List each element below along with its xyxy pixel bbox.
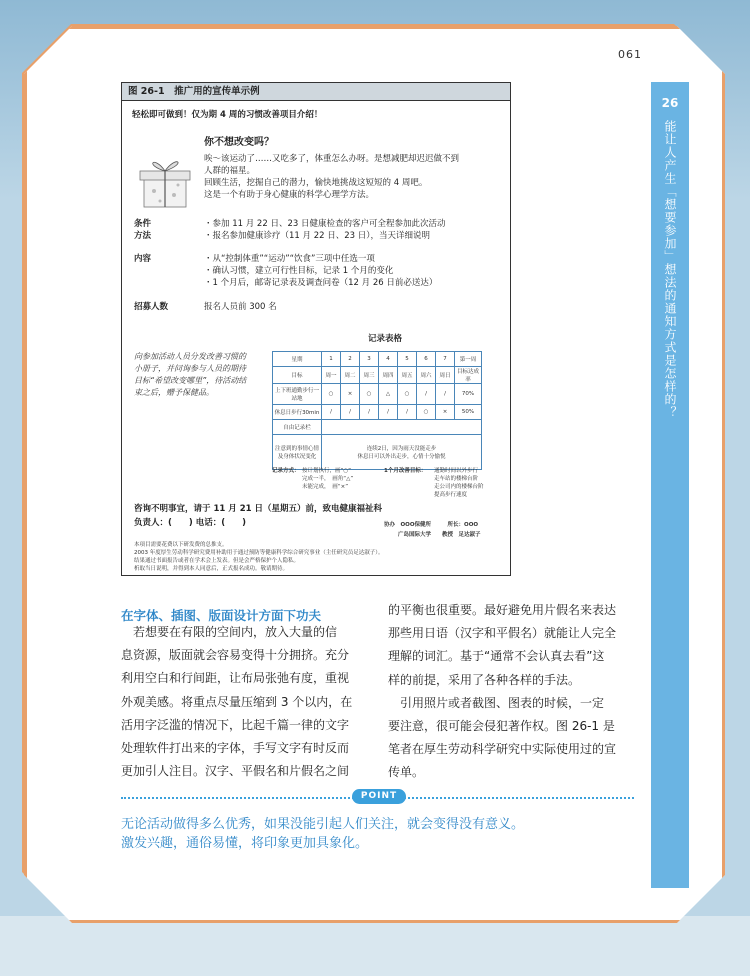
flyer-intro-line-2: 人群的福星。	[204, 166, 256, 176]
table-row	[273, 405, 482, 420]
gift-box-illustration-icon	[134, 151, 194, 213]
chapter-title-vertical: 能让人产生「想要参加」想法的通知方式是怎样的？	[663, 120, 677, 419]
point-line-1: 无论活动做得多么优秀，如果没能引起人们关注，就会变得没有意义。	[121, 817, 525, 832]
org-line-2: 广岛国际大学 教授 足达淑子	[398, 532, 481, 538]
body-line: 理解的词汇。基于“通常不会认真去看”这	[388, 649, 605, 664]
body-column-left	[121, 621, 374, 783]
body-line: 样的前提，采用了各种各样的手法。	[388, 672, 581, 687]
table-cell: ○	[417, 405, 436, 420]
table-cell: △	[379, 384, 398, 405]
point-text	[121, 815, 524, 853]
flyer-question: 你不想改变吗？	[204, 137, 274, 148]
table-cell: 自由记录栏	[273, 420, 322, 435]
contact-line-2: 负责人：( ) 电话：( )	[134, 518, 246, 528]
table-row	[273, 367, 482, 384]
table-cell: 第一周	[455, 352, 482, 367]
table-cell: ×	[341, 384, 360, 405]
content-label: 内容	[134, 254, 152, 264]
table-cell: 周一	[322, 367, 341, 384]
weekly-goal-line-1: 通勤时间以外步行	[434, 468, 479, 474]
table-cell: 4	[379, 352, 398, 367]
table-cell: 3	[360, 352, 379, 367]
weekly-goal-line-3: 走公司内的楼梯台阶	[434, 484, 484, 490]
body-line: 息资源，版面就会容易变得十分拥挤。充分	[121, 648, 350, 663]
body-line: 活用字泛滥的情况下，比起千篇一律的文字	[121, 717, 350, 732]
record-method-line-3: 未能完成， 画“×”	[302, 484, 349, 490]
table-cell: /	[341, 405, 360, 420]
table-cell: /	[417, 384, 436, 405]
body-line: 传单。	[388, 765, 425, 780]
record-table	[272, 351, 482, 470]
chapter-number: 26	[661, 96, 679, 110]
table-cell: ○	[398, 384, 417, 405]
body-line: 外观美感。将重点尽量压缩到 3 个以内，在	[121, 694, 353, 709]
table-cell: /	[360, 405, 379, 420]
content-line-1: ・从“控制体重”“运动”“饮食”三项中任选一项	[204, 254, 375, 264]
page-number: 061	[618, 48, 642, 61]
table-cell: 5	[398, 352, 417, 367]
body-line: 处理软件打出来的字体，手写文字有时反而	[121, 741, 350, 756]
table-cell: 2	[341, 352, 360, 367]
recruit-value: 报名人员前 300 名	[204, 302, 277, 312]
table-row	[273, 435, 482, 470]
section-title: 在字体、插图、版面设计方面下功夫	[121, 608, 322, 623]
body-line: 更加引人注目。汉字、平假名和片假名之间	[121, 764, 350, 779]
side-note-line-1: 向参加活动人员分发改善习惯的	[134, 352, 246, 361]
record-method-line-2: 完成一半， 画角“△”	[302, 476, 354, 482]
side-note-line-2: 小册子，并问询参与人员的期待	[134, 364, 246, 373]
table-cell: 周二	[341, 367, 360, 384]
recruit-label: 招募人数	[134, 302, 169, 312]
contact-line-1: 咨询不明事宜，请于 11 月 21 日（星期五）前，致电健康福祉科	[134, 504, 382, 514]
body-column-right	[388, 599, 638, 785]
side-note-line-4: 束之后，赠予保健品。	[134, 388, 214, 397]
body-line: 引用照片或者截图、图表的时候，一定	[388, 695, 605, 710]
table-note-line-1: 连续2日，因为雨天没能走步	[366, 446, 437, 452]
table-cell	[322, 420, 482, 435]
table-cell: 上下班通勤步行一站地	[273, 384, 322, 405]
table-cell: /	[398, 405, 417, 420]
method-label: 方法	[134, 231, 152, 241]
table-cell: 星期	[273, 352, 322, 367]
flyer-intro-line-4: 这是一个有助于身心健康的科学心理学方法。	[204, 190, 375, 200]
point-line-2: 激发兴趣，通俗易懂，将印象更加具象化。	[121, 836, 369, 851]
record-table-title: 记录表格	[368, 334, 403, 344]
chapter-side-tab	[651, 82, 689, 888]
table-cell: ×	[436, 405, 455, 420]
point-badge: POINT	[352, 789, 406, 804]
table-cell: 注意到的事情心情及身体状况变化	[273, 435, 322, 470]
body-line: 要注意，很可能会侵犯著作权。图 26-1 是	[388, 719, 615, 734]
table-row	[273, 384, 482, 405]
table-row	[273, 352, 482, 367]
table-cell: 1	[322, 352, 341, 367]
fine-print-line-4: 析取当日说明，并得到本人同意后，正式报名成功。敬请期待。	[134, 566, 289, 572]
record-method-line-1: 按计划执行，画“○”	[302, 468, 351, 474]
table-cell: ○	[360, 384, 379, 405]
table-cell: 目标达成率	[455, 367, 482, 384]
table-cell: /	[436, 384, 455, 405]
fine-print-line-2: 2003 年度厚生劳动科学研究费用补助用于通过预防等健康科学综合研究事业（主任研究员足达淑子）。	[134, 550, 384, 556]
table-cell: 周四	[379, 367, 398, 384]
condition-line-2: ・报名参加健康诊疗（11 月 22 日、23 日），当天详细说明	[204, 231, 431, 241]
figure-box	[121, 82, 511, 576]
table-cell: 休息日步行30min	[273, 405, 322, 420]
flyer-intro-line-1: 唉～该运动了……又吃多了，体重怎么办呀。是想减肥却迟迟做不到	[204, 154, 460, 164]
background-bottom	[0, 916, 750, 976]
table-cell: 周五	[398, 367, 417, 384]
table-note-line-2: 休息日可以外出走步，心情十分愉悦	[357, 454, 446, 460]
table-cell: 周六	[417, 367, 436, 384]
content-line-2: ・确认习惯，建立可行性目标，记录 1 个月的变化	[204, 266, 394, 276]
conditions-label: 条件	[134, 219, 152, 229]
table-cell: 70%	[455, 384, 482, 405]
weekly-goal-line-2: 走车站的楼梯台阶	[434, 476, 479, 482]
content-line-3: ・1 个月后，邮寄记录表及调查问卷（12 月 26 日前必送达）	[204, 278, 438, 288]
table-cell: 7	[436, 352, 455, 367]
table-cell: ○	[322, 384, 341, 405]
table-cell: 周三	[360, 367, 379, 384]
weekly-goal-line-4: 提高步行速度	[434, 492, 468, 498]
body-line: 若想要在有限的空间内，放入大量的信	[121, 625, 338, 639]
side-note-line-3: 目标“希望改变哪里”，待活动结	[134, 376, 247, 385]
table-cell: 周日	[436, 367, 455, 384]
record-method-label: 记录方式：	[272, 468, 300, 474]
table-row	[273, 420, 482, 435]
body-line: 那些用日语（汉字和平假名）就能让人完全	[388, 626, 617, 641]
table-cell: 6	[417, 352, 436, 367]
fine-print-line-3: 结果通过书面报告或者在学术会上发表。但是会严格保护个人隐私。	[134, 558, 300, 564]
table-cell: /	[322, 405, 341, 420]
figure-caption: 图 26-1 推广用的宣传单示例	[122, 83, 510, 101]
body-line: 利用空白和行间距，让布局张弛有度，重视	[121, 671, 350, 686]
table-cell: 目标	[273, 367, 322, 384]
weekly-goal-label: 1个月改善目标：	[384, 468, 427, 474]
org-line-1: 协办 OOO保健所 所长：OOO	[384, 522, 479, 528]
fine-print-line-1: 本项目需要花费以下研发费的总推支。	[134, 542, 228, 548]
body-line: 笔者在厚生劳动科学研究中实际使用过的宣	[388, 742, 617, 757]
table-cell	[322, 435, 482, 470]
flyer-headline: 轻松即可做到！仅为期 4 周的习惯改善项目介绍！	[132, 110, 323, 120]
condition-line-1: ・参加 11 月 22 日、23 日健康检查的客户可全程参加此次活动	[204, 219, 446, 229]
flyer-intro-line-3: 回顾生活，挖掘自己的潜力，愉快地挑战这短短的 4 周吧。	[204, 178, 428, 188]
table-cell: /	[379, 405, 398, 420]
body-line: 的平衡也很重要。最好避免用片假名来表达	[388, 603, 617, 617]
table-cell: 50%	[455, 405, 482, 420]
